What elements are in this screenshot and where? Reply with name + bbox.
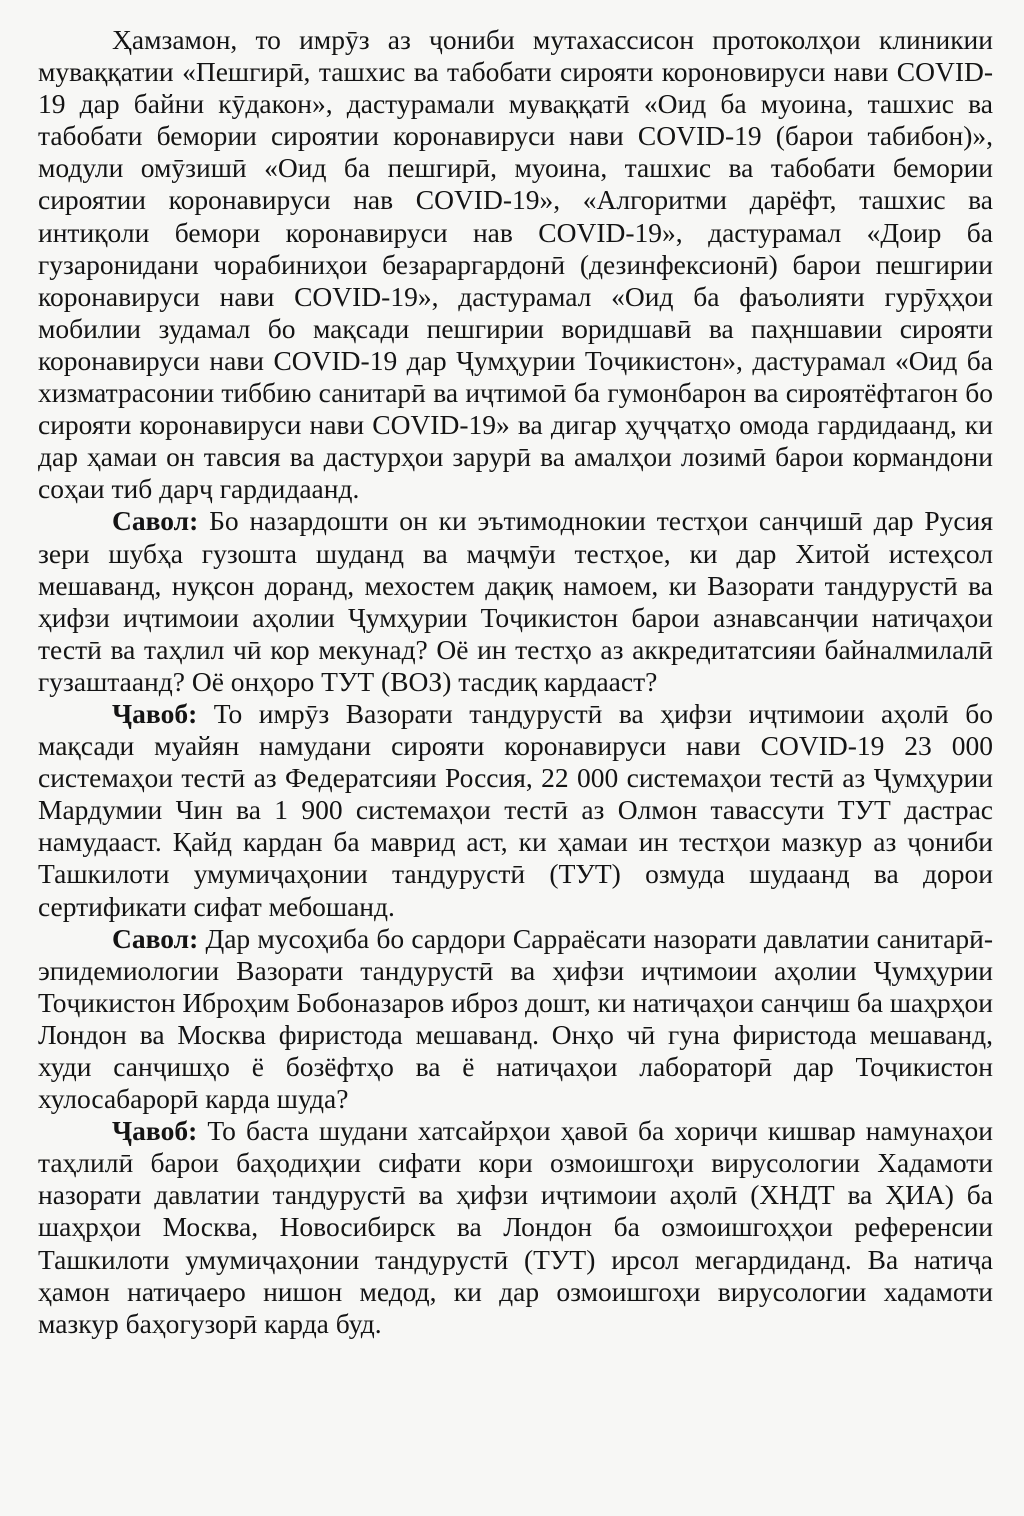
document-page bbox=[38, 24, 993, 1340]
answer-label: Ҷавоб: bbox=[112, 1115, 198, 1147]
paragraph-question-1 bbox=[38, 505, 993, 698]
paragraph-text: Ҳамзамон, то имрӯз аз ҷониби мутахассисон протоколҳои клиникии муваққатии «Пешгирӣ, ташхис ва табобати сирояти короновируси нави COVID-19 дар байни кӯдакон», дастурамали муваққатӣ «Оид ба муоина, ташхис ва табобати бемории сироятии коронавируси нави COVID-19 (барои табибон)», модули омӯзишӣ «Оид ба пешгирӣ, муоина, ташхис ва табобати бемории сироятии коронавируси нав COVID-19», «Алгоритми дарёфт, ташхис ва интиқоли бемори коронавируси нав COVID-19», дастурамал «Доир ба гузаронидани чорабиниҳои безараргардонӣ (дезинфексионӣ) барои пешгирии коронавируси нави COVID-19», дастурамал «Оид ба фаъолияти гурӯҳҳои мобилии зудамал бо мақсади пешгирии воридшавӣ ва паҳншавии сирояти коронавируси нави COVID-19 дар Ҷумҳурии Тоҷикистон», дастурамал «Оид ба хизматрасонии тиббию санитарӣ ва иҷтимоӣ ба гумонбарон ва сироятёфтагон бо сирояти коронавируси нави COVID-19» ва дигар ҳуҷҷатҳо омода гардидаанд, ки дар ҳамаи он тавсия ва дастурҳои зарурӣ ва амалҳои лозимӣ барои кормандони соҳаи тиб дарҷ гардидаанд. bbox=[38, 24, 993, 505]
answer-label: Ҷавоб: bbox=[112, 697, 198, 729]
paragraph-answer-1 bbox=[38, 698, 993, 923]
question-label: Савол: bbox=[112, 922, 199, 954]
question-label: Савол: bbox=[112, 505, 199, 537]
question-text: Бо назардошти он ки эътимоднокии тестҳои санҷишӣ дар Русия зери шубҳа гузошта шуданд ва маҷмӯи тестҳое, ки дар Хитой истеҳсол мешаванд, нуқсон доранд, мехостем дақиқ намоем, ки Вазорати тандурустӣ ва ҳифзи иҷтимоии аҳолии Ҷумҳурии Тоҷикистон барои азнавсанҷии натиҷаҳои тестӣ ва таҳлил чӣ кор мекунад? Оё ин тестҳо аз аккредитатсияи байналмилалӣ гузаштаанд? Оё онҳоро ТУТ (ВОЗ) тасдиқ кардааст? bbox=[38, 505, 993, 697]
paragraph-intro bbox=[38, 24, 993, 505]
answer-text: То баста шудани хатсайрҳои ҳавоӣ ба хориҷи кишвар намунаҳои таҳлилӣ барои баҳодиҳии сифати кори озмоишгоҳи вирусологии Хадамоти назорати давлатии тандурустӣ ва ҳифзи иҷтимоии аҳолӣ (ХНДТ ва ҲИА) ба шаҳрҳои Москва, Новосибирск ва Лондон ба озмоишгоҳҳои референсии Ташкилоти умумиҷаҳонии тандурустӣ (ТУТ) ирсол мегардиданд. Ва натиҷа ҳамон натиҷаеро нишон медод, ки дар озмоишгоҳи вирусологии хадамоти мазкур баҳогузорӣ карда буд. bbox=[38, 1115, 994, 1339]
paragraph-question-2 bbox=[38, 923, 993, 1116]
question-text: Дар мусоҳиба бо сардори Сарраёсати назорати давлатии санитарӣ-эпидемиологии Вазорати тандурустӣ ва ҳифзи иҷтимоии аҳолии Ҷумҳурии Тоҷикистон Иброҳим Бобоназаров иброз дошт, ки натиҷаҳои санҷиш ба шаҳрҳои Лондон ва Москва фиристода мешаванд. Онҳо чӣ гуна фиристода мешаванд, худи санҷишҳо ё бозёфтҳо ва ё натиҷаҳои лабораторӣ дар Тоҷикистон хулосабарорӣ карда шуда? bbox=[38, 922, 993, 1115]
answer-text: То имрӯз Вазорати тандурустӣ ва ҳифзи иҷтимоии аҳолӣ бо мақсади муайян намудани сирояти коронавируси нави COVID-19 23 000 системаҳои тестӣ аз Федератсияи Россия, 22 000 системаҳои тестӣ аз Ҷумҳурии Мардумии Чин ва 1 900 системаҳои тестӣ аз Олмон тавассути ТУТ дастрас намудааст. Қайд кардан ба маврид аст, ки ҳамаи ин тестҳои мазкур аз ҷониби Ташкилоти умумиҷаҳонии тандурустӣ (ТУТ) озмуда шудаанд ва дорои сертификати сифат мебошанд. bbox=[38, 697, 994, 922]
paragraph-answer-2 bbox=[38, 1115, 993, 1340]
